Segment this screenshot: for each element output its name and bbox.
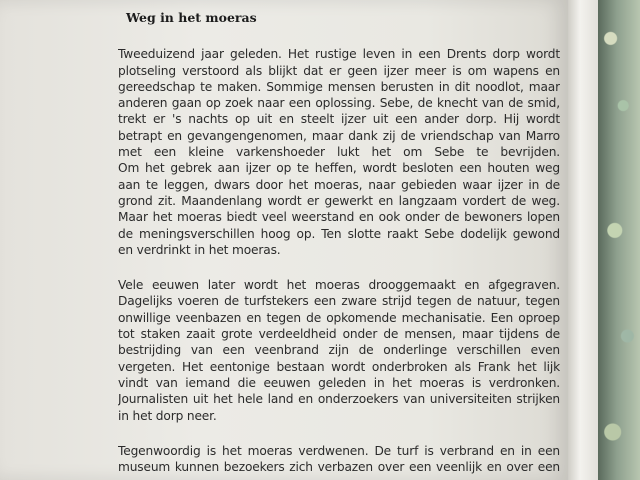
- text-line: in het dorp neer.: [118, 408, 217, 423]
- text-line: bestrijding van een veenbrand zijn de onderlinge verschillen even: [118, 343, 560, 358]
- text-line: trekt er 's nachts op uit en steelt ijzer uit een ander dorp. Hij wordt: [118, 112, 560, 127]
- paragraph-2: [118, 277, 560, 424]
- text-line: gereedschap te maken. Sommige mensen berusten in dit noodlot, maar: [118, 79, 560, 94]
- page-text: [118, 10, 560, 480]
- text-line: Journalisten uit het hele land en onderzoekers van universiteiten strijken: [118, 392, 560, 407]
- text-line: Dagelijks voeren de turfstekers een zware strijd tegen de natuur, tegen: [118, 294, 560, 309]
- text-line: aan te leggen, dwars door het moeras, naar gebieden waar ijzer in de: [118, 177, 560, 192]
- text-line: Tegenwoordig is het moeras verdwenen. De turf is verbrand en in een: [118, 443, 560, 458]
- text-line: de meningsverschillen hoog op. Ten slotte raakt Sebe dodelijk gewond: [118, 226, 560, 241]
- text-line: plotseling verstoord als blijkt dat er geen ijzer meer is om wapens en: [118, 63, 560, 78]
- text-line: vindt van iemand die eeuwen geleden in het moeras is verdronken.: [118, 375, 560, 390]
- book-spine: [568, 0, 598, 480]
- text-line: Maar het moeras biedt veel weerstand en ook onder de bewoners lopen: [118, 210, 560, 225]
- page-title: Weg in het moeras: [126, 10, 257, 25]
- text-line: museum kunnen bezoekers zich verbazen over een veenlijk en over een: [118, 460, 560, 475]
- text-line: Vele eeuwen later wordt het moeras drooggemaakt en afgegraven.: [118, 278, 560, 293]
- text-line: onwillige veenbazen en tegen de opkomende mechanisatie. Een oproep: [118, 310, 560, 325]
- text-line: en verdrinkt in het moeras.: [118, 242, 281, 257]
- text-line: Om het gebrek aan ijzer op te heffen, wordt besloten een houten weg: [118, 161, 560, 176]
- text-line: vergeten. Het eentonige bestaan wordt onderbroken als Frank het lijk: [118, 359, 560, 374]
- paragraph-3: [118, 443, 560, 476]
- book-cover-edge: [598, 0, 640, 480]
- text-line: met een kleine varkenshoeder lukt het om Sebe te bevrijden.: [118, 145, 560, 160]
- paragraph-1: [118, 46, 560, 258]
- text-line: grond zit. Maandenlang wordt er gewerkt en langzaam vordert de weg.: [118, 193, 560, 208]
- text-line: betrapt en gevangengenomen, maar dank zij de vriendschap van Marro: [118, 128, 560, 143]
- text-line: anderen gaan op zoek naar een oplossing. Sebe, de knecht van de smid,: [118, 96, 560, 111]
- text-line: Tweeduizend jaar geleden. Het rustige leven in een Drents dorp wordt: [118, 47, 560, 62]
- text-line: tot staken zaait grote verdeeldheid onder de mensen, maar tijdens de: [118, 327, 560, 342]
